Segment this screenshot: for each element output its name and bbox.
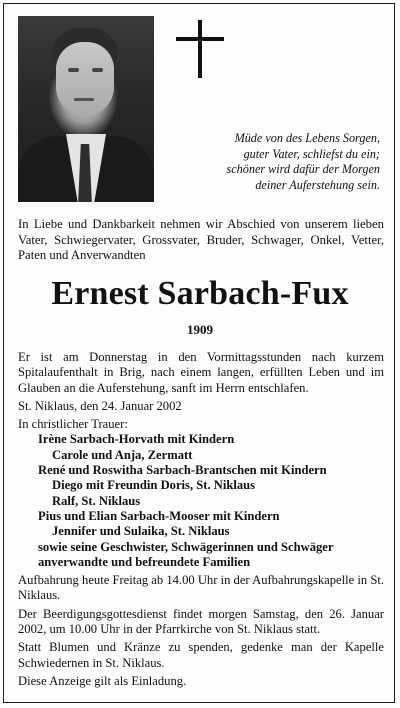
viewing-text: Aufbahrung heute Freitag ab 14.00 Uhr in der Aufbahrungskapelle in St. Niklaus.	[18, 573, 384, 603]
place-date: St. Niklaus, den 24. Januar 2002	[18, 398, 182, 413]
portrait-photo	[18, 16, 154, 202]
birth-year: 1909	[187, 322, 213, 337]
intro-text: In Liebe und Dankbarkeit nehmen wir Abschied von unserem lieben Vater, Schwiegervater, Grossvater, Bruder, Schwager, Onkel, Vetter, Paten und Anverwandten	[18, 217, 384, 263]
invitation-text: Diese Anzeige gilt als Einladung.	[18, 673, 187, 688]
mourner-line: sowie seine Geschwister, Schwägerinnen und Schwäger	[38, 539, 334, 554]
donation-text: Statt Blumen und Kränze zu spenden, gedenke man der Kapelle Schwiedernen in St. Niklaus.	[18, 640, 384, 670]
mourner-line: René und Roswitha Sarbach-Brantschen mit Kindern	[38, 463, 327, 478]
mourning-lead: In christlicher Trauer:	[18, 417, 128, 432]
poem-line: deiner Auferstehung sein.	[255, 177, 380, 192]
mourner-line: anverwandte und befreundete Familien	[38, 554, 251, 569]
poem	[150, 131, 380, 193]
mourners-list	[18, 432, 384, 570]
funeral-text: Der Beerdigungsgottesdienst findet morgen Samstag, den 26. Januar 2002, um 10.00 Uhr in der Pfarrkirche von St. Niklaus statt.	[18, 606, 384, 637]
poem-line: guter Vater, schliefst du ein;	[243, 146, 380, 161]
notice-body	[18, 350, 384, 692]
mourner-line: Pius und Elian Sarbach-Mooser mit Kindern	[38, 508, 280, 523]
mourner-line: Irène Sarbach-Horvath mit Kindern	[38, 432, 235, 447]
mourner-line: Carole und Anja, Zermatt	[52, 447, 193, 462]
deceased-name: Ernest Sarbach-Fux	[51, 275, 349, 312]
poem-line: schöner wird dafür der Morgen	[226, 162, 380, 176]
mourner-line: Diego mit Freundin Doris, St. Niklaus	[52, 478, 256, 493]
mourner-line: Ralf, St. Niklaus	[52, 493, 141, 508]
cross-icon	[176, 20, 224, 78]
poem-line: Müde von des Lebens Sorgen,	[234, 131, 380, 145]
mourner-line: Jennifer und Sulaika, St. Niklaus	[52, 524, 230, 539]
obituary-notice	[3, 3, 395, 703]
death-text: Er ist am Donnerstag in den Vormittagsstunden nach kurzem Spitalaufenthalt in Brig, nach einem langen, erfüllten Leben und im Glauben an die Auferstehung, sanft im Herrn entschlafen.	[18, 350, 384, 395]
